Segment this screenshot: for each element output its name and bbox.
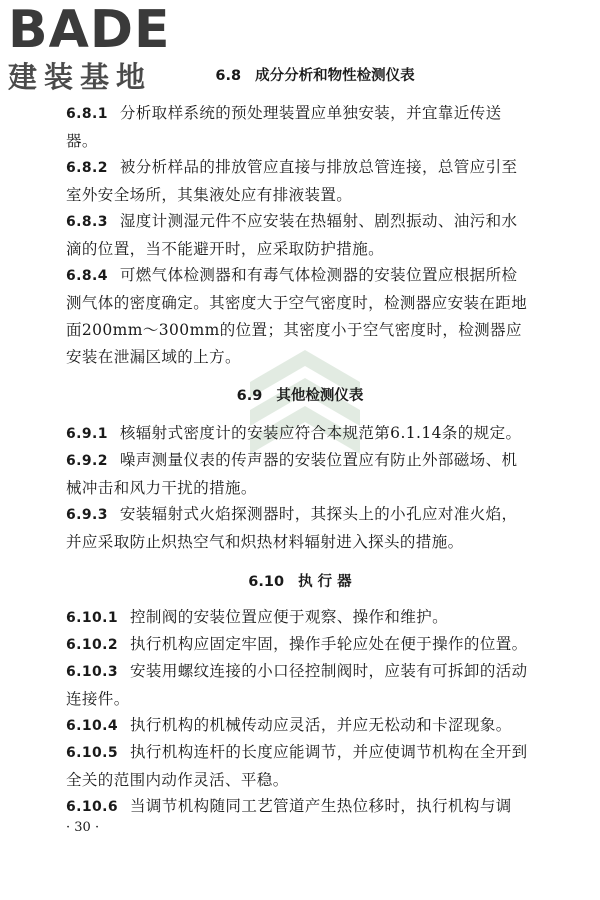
clause-number: 6.10.4 <box>66 718 119 734</box>
clause-text: 分析取样系统的预处理装置应单独安装，并宜靠近传送器。 <box>66 104 502 150</box>
clause-text: 被分析样品的排放管应直接与排放总管连接，总管应引至室外安全场所，其集液处应有排液装置。 <box>66 158 518 204</box>
clause-text: 安装用螺纹连接的小口径控制阀时，应装有可拆卸的活动连接件。 <box>66 662 528 708</box>
clause-text: 噪声测量仪表的传声器的安装位置应有防止外部磁场、机械冲击和风力干扰的措施。 <box>66 451 518 497</box>
logo-chinese: 建装基地 <box>8 60 153 94</box>
clause-number: 6.10.6 <box>66 799 119 815</box>
clause-number: 6.10.3 <box>66 664 119 680</box>
clause-text: 安装辐射式火焰探测器时，其探头上的小孔应对准火焰，并应采取防止炽热空气和炽热材料辐射进入探头的措施。 <box>66 505 518 551</box>
clause-text: 执行机构的机械传动应灵活，并应无松动和卡涩现象。 <box>130 716 512 734</box>
section-heading-6-8 <box>0 64 600 85</box>
clause-number: 6.8.3 <box>66 214 108 230</box>
clause-number: 6.10.2 <box>66 637 119 653</box>
clause-number: 6.8.4 <box>66 268 108 284</box>
clause-6-10-2 <box>66 631 532 659</box>
clause-number: 6.9.1 <box>66 426 108 442</box>
clause-6-8-1 <box>66 100 532 155</box>
section-title: 成分分析和物性检测仪表 <box>255 68 415 84</box>
page-number: · 30 · <box>66 820 100 835</box>
clause-number: 6.10.5 <box>66 745 119 761</box>
clause-6-8-3 <box>66 208 532 263</box>
clause-6-9-3 <box>66 501 532 556</box>
section-title: 其他检测仪表 <box>276 388 364 404</box>
clause-text: 执行机构应固定牢固，操作手轮应处在便于操作的位置。 <box>130 635 528 653</box>
section-number: 6.10 <box>248 574 285 590</box>
clause-6-10-4 <box>66 712 532 740</box>
clause-number: 6.10.1 <box>66 610 119 626</box>
section-heading-6-10 <box>0 570 600 591</box>
clause-text: 湿度计测湿元件不应安装在热辐射、剧烈振动、油污和水滴的位置，当不能避开时，应采取防护措施。 <box>66 212 518 258</box>
clause-number: 6.8.1 <box>66 106 108 122</box>
clause-6-10-5 <box>66 739 532 794</box>
logo-latin: BADE <box>8 0 171 60</box>
section-number: 6.8 <box>215 68 242 84</box>
clause-text: 当调节机构随同工艺管道产生热位移时，执行机构与调 <box>130 797 512 815</box>
clause-6-10-3 <box>66 658 532 713</box>
clause-number: 6.9.2 <box>66 453 108 469</box>
clause-text: 核辐射式密度计的安装应符合本规范第6.1.14条的规定。 <box>119 424 522 442</box>
clause-text: 执行机构连杆的长度应能调节，并应使调节机构在全开到全关的范围内动作灵活、平稳。 <box>66 743 528 789</box>
clause-text: 控制阀的安装位置应便于观察、操作和维护。 <box>130 608 449 626</box>
section-title: 执 行 器 <box>298 574 352 590</box>
clause-6-8-2 <box>66 154 532 209</box>
section-heading-6-9 <box>0 384 600 405</box>
logo <box>8 2 183 102</box>
clause-6-9-2 <box>66 447 532 502</box>
clause-6-8-4 <box>66 262 532 371</box>
clause-6-10-6 <box>66 793 532 821</box>
clause-text: 可燃气体检测器和有毒气体检测器的安装位置应根据所检测气体的密度确定。其密度大于空气密度时，检测器应安装在距地面200mm～300mm的位置；其密度小于空气密度时，检测器应安装在泄漏区域的上方。 <box>66 266 528 366</box>
clause-number: 6.8.2 <box>66 160 108 176</box>
clause-6-10-1 <box>66 604 532 632</box>
clause-6-9-1 <box>66 420 532 448</box>
clause-number: 6.9.3 <box>66 507 108 523</box>
section-number: 6.9 <box>236 388 263 404</box>
